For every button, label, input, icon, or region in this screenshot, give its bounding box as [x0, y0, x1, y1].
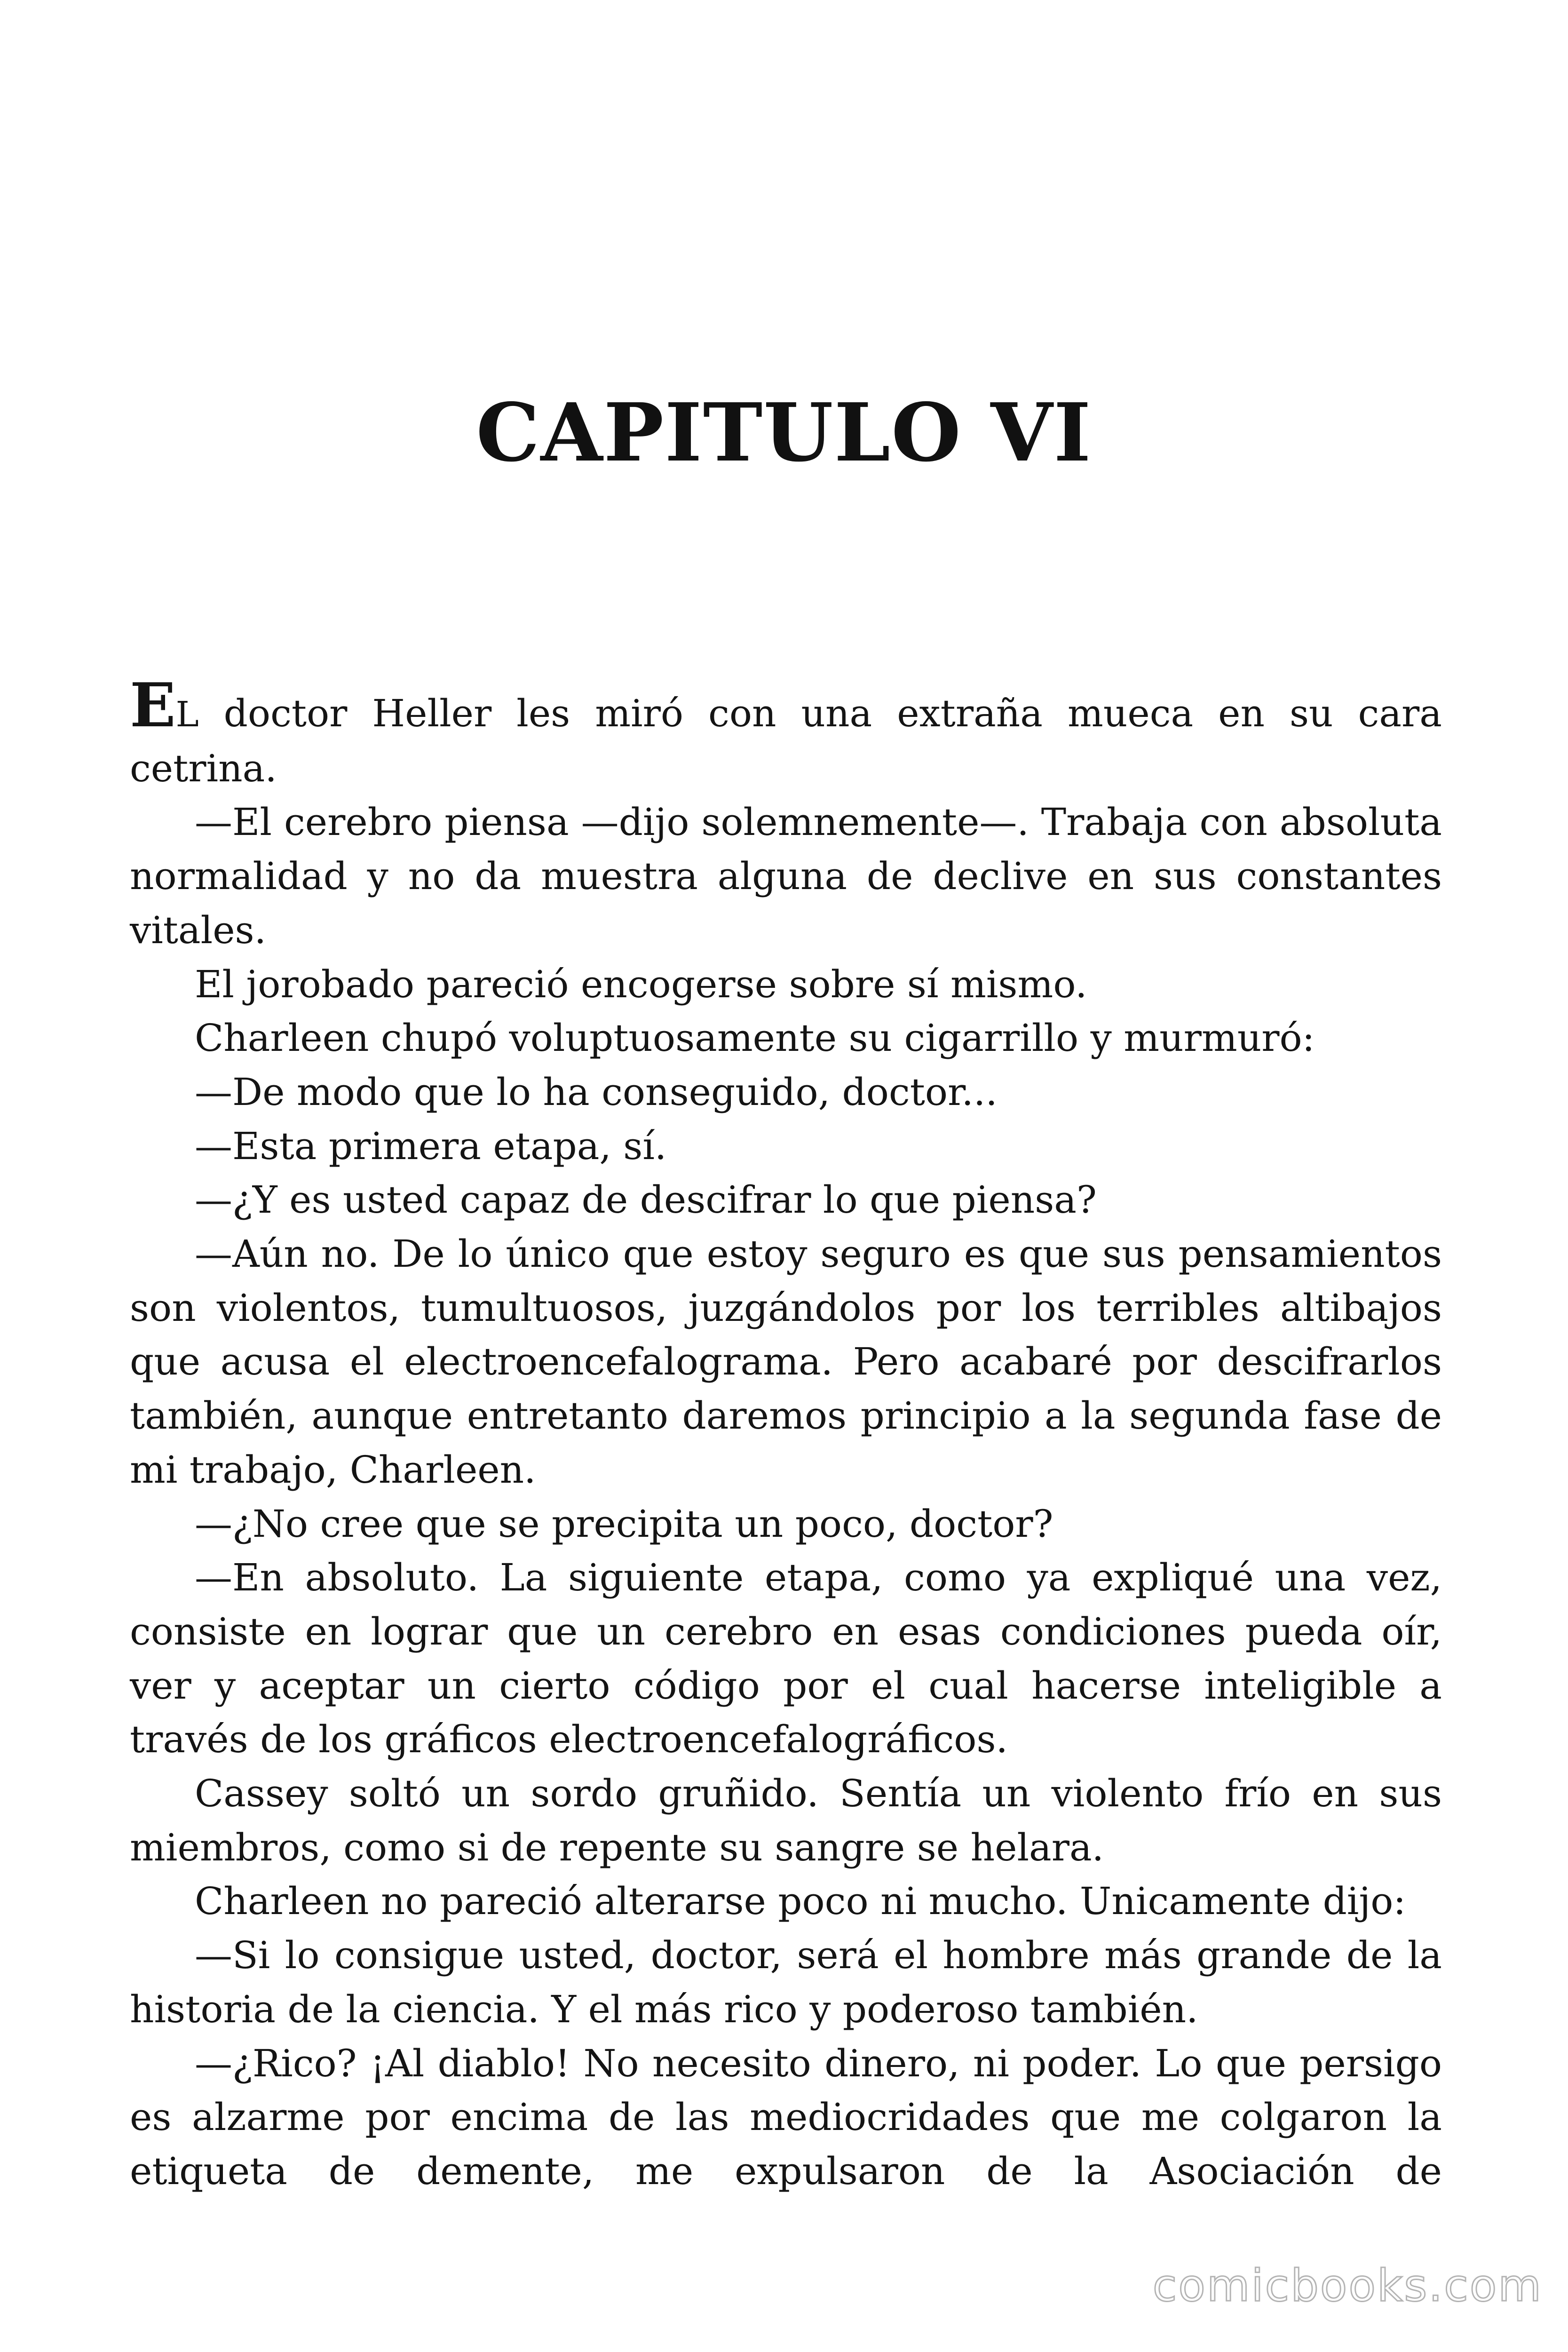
- paragraph: Charleen chupó voluptuosamente su cigarrillo y murmuró:: [195, 1016, 1315, 1060]
- paragraph: —Esta primera etapa, sí.: [195, 1124, 667, 1168]
- small-cap: L: [175, 694, 199, 735]
- body-text: [130, 670, 1442, 2199]
- paragraph: Cassey soltó un sordo gruñido. Sentía un violento frío en sus miembros, como si de repente su sangre se helara.: [130, 1772, 1442, 1869]
- drop-cap: E: [130, 670, 176, 741]
- paragraph: —En absoluto. La siguiente etapa, como ya expliqué una vez, consiste en lograr que un cerebro en esas condiciones pueda oír, ver y aceptar un cierto código por el cual hacerse inteligible a través de los gráficos electroencefalográficos.: [130, 1556, 1442, 1762]
- paragraph: —El cerebro piensa —dijo solemnemente—. Trabaja con absoluta normalidad y no da muestra alguna de declive en sus constantes vitales.: [130, 800, 1442, 952]
- paragraph: —Aún no. De lo único que estoy seguro es que sus pensamientos son violentos, tumultuosos, juzgándolos por los terribles altibajos que acusa el electroencefalograma. Pero acabaré por descifrarlos también, aunque entretanto daremos principio a la segunda fase de mi trabajo, Charleen.: [130, 1232, 1442, 1492]
- paragraph: Charleen no pareció alterarse poco ni mucho. Unicamente dijo:: [195, 1879, 1406, 1923]
- paragraph: —¿Y es usted capaz de descifrar lo que piensa?: [195, 1178, 1097, 1222]
- paragraph: —Si lo consigue usted, doctor, será el hombre más grande de la historia de la ciencia. Y el más rico y poderoso también.: [130, 1933, 1442, 2031]
- paragraph: —¿Rico? ¡Al diablo! No necesito dinero, ni poder. Lo que persigo es alzarme por encima de las mediocridades que me colgaron la etiqueta de demente, me expulsaron de la Asociación de: [130, 2041, 1442, 2193]
- watermark: comicbooks.com: [1152, 2260, 1543, 2312]
- opening-text: doctor Heller les miró con una extraña mueca en su cara cetrina.: [130, 691, 1442, 790]
- paragraph: —¿No cree que se precipita un poco, doctor?: [195, 1502, 1053, 1546]
- paragraph: El jorobado pareció encogerse sobre sí mismo.: [195, 962, 1087, 1006]
- opening-paragraph: [130, 670, 1442, 795]
- paragraph: —De modo que lo ha conseguido, doctor...: [195, 1070, 998, 1114]
- chapter-title: CAPITULO VI: [476, 386, 1092, 480]
